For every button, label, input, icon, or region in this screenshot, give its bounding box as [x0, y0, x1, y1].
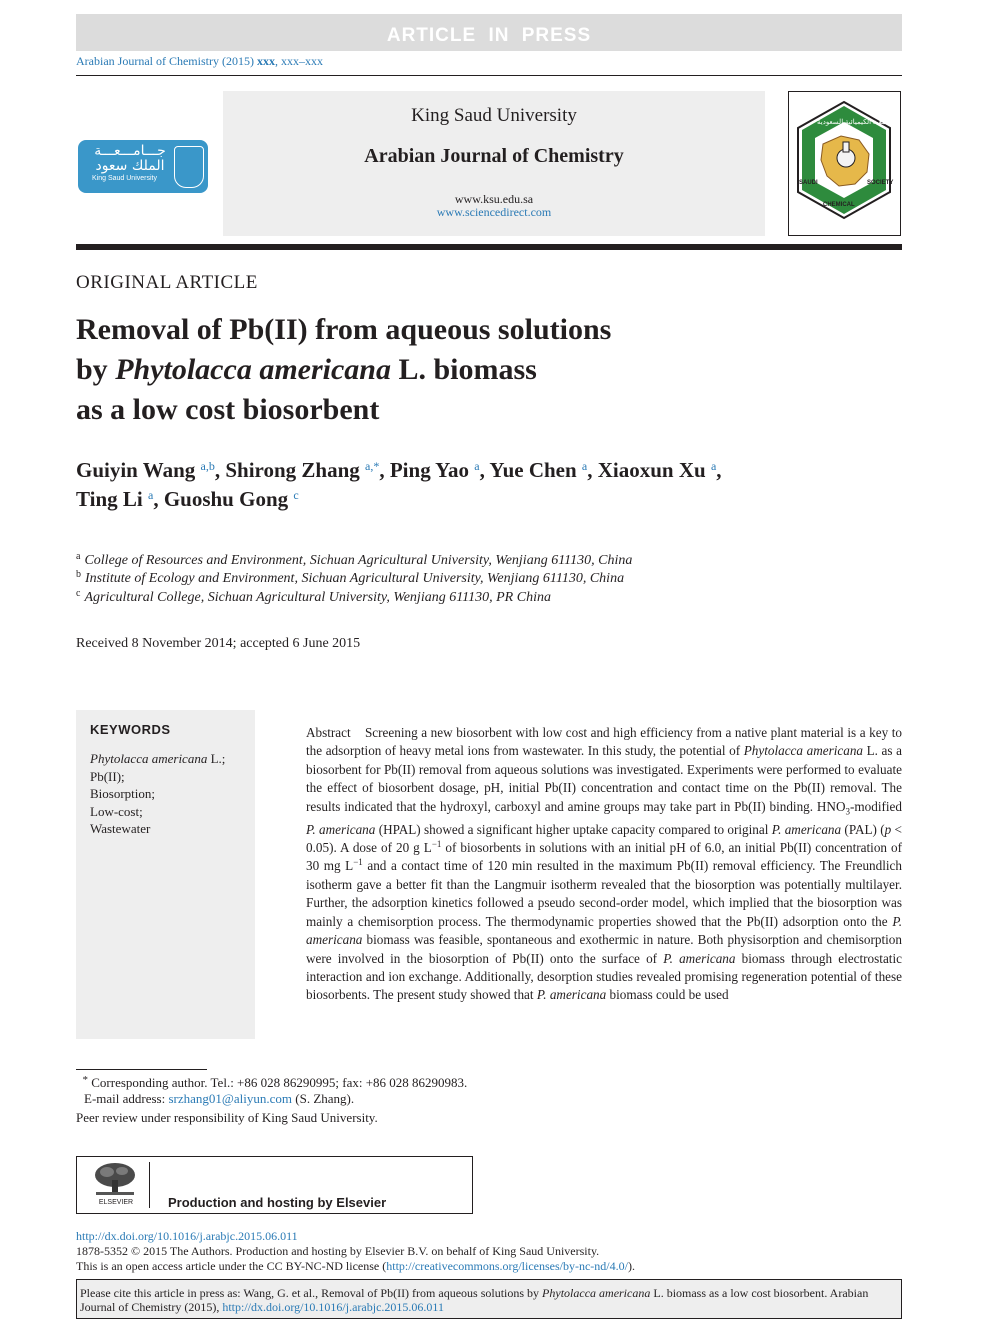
title-line3: as a low cost biosorbent [76, 393, 380, 426]
footnotes [76, 1075, 476, 1126]
footnote-rule [76, 1069, 207, 1070]
author-name: Yue Chen [489, 458, 577, 482]
affiliation-text: College of Resources and Environment, Sichuan Agricultural University, Wenjiang 611130, China [84, 553, 633, 568]
author[interactable] [76, 458, 215, 482]
oa-suffix: ). [627, 1259, 635, 1273]
ksu-logo [78, 140, 208, 193]
affiliation [76, 553, 632, 569]
affiliation [76, 571, 624, 587]
abstract-label: Abstract [306, 725, 351, 740]
species-name: P. americana [663, 950, 736, 966]
elsevier-tree-icon [92, 1162, 138, 1196]
license-link[interactable]: http://creativecommons.org/licenses/by-nc-nd/4.0/ [386, 1259, 628, 1273]
abstract-text: biomass through electrostatic interaction and ion exchange. Additionally, desorption studies revealed promising regeneration potential of these biosorbents. The present study showed that [306, 950, 902, 1003]
keyword-italic: Phytolacca americana [90, 751, 208, 766]
cite-mid: L. biomass as a low cost biosorbent. Arabian Journal of Chemistry (2015), [80, 1286, 869, 1314]
chemical-society-logo [788, 91, 901, 236]
journal-cite-prefix: Arabian Journal of Chemistry (2015) [76, 54, 257, 68]
author[interactable] [164, 487, 299, 511]
title-line1: Removal of Pb(II) from aqueous solutions [76, 313, 612, 346]
society-arabic-text: الجمعية الكيميائية السعودية [817, 118, 895, 126]
society-text-left: SAUDI [799, 180, 818, 186]
article-title [76, 310, 796, 430]
keyword: Pb(II); [90, 768, 125, 784]
author-name: Guiyin Wang [76, 458, 196, 482]
title-line2-rest: L. biomass [390, 353, 537, 386]
author-separator: , [716, 458, 722, 482]
author-separator: , [479, 458, 490, 482]
subscript: 3 [845, 806, 850, 817]
journal-cite-volume: xxx [256, 54, 275, 68]
affiliation-text: Agricultural College, Sichuan Agricultural University, Wenjiang 611130, PR China [84, 590, 551, 605]
p-value-symbol: p [884, 821, 892, 837]
elsevier-hosting-text: Production and hosting by Elsevier [168, 1195, 387, 1210]
society-text-right: SOCIETY [867, 180, 894, 186]
author-separator: , [153, 487, 164, 511]
author-affiliation-sup[interactable]: a [474, 459, 480, 473]
email-who: (S. Zhang). [292, 1091, 355, 1106]
species-name: P. americana [771, 821, 842, 837]
footnote-star: * [82, 1074, 88, 1086]
species-name: P. americana [306, 913, 902, 948]
university-name: King Saud University [411, 105, 577, 126]
abstract-text: and a contact time of 120 min resulted in the maximum Pb(II) removal efficiency. The Freundlich isotherm gave a better fit than the Langmuir isotherm revealed that the biosorption was potentially multilayer. Further, the adsorption kinetics followed a pseudo second-order model, which implied that the biosorption was mainly a chemisorption process. The thermodynamic properties showed that the Pb(II) adsorption onto the [306, 858, 902, 929]
author-separator: , [379, 458, 390, 482]
abstract-text: Screening a new biosorbent with low cost and high efficiency from a native plant material is a key to the adsorption of heavy metal ions from wastewater. In this study, the potential of [306, 725, 902, 759]
article-in-press-banner: ARTICLE IN PRESS [76, 14, 902, 51]
abstract-text: (HPAL) showed a significant higher uptake capacity compared to original [375, 821, 772, 837]
cite-doi-link[interactable]: http://dx.doi.org/10.1016/j.arabjc.2015.06.011 [222, 1300, 444, 1314]
sciencedirect-url[interactable]: www.sciencedirect.com [436, 205, 552, 219]
affiliation [76, 590, 551, 606]
ksu-emblem-icon [174, 146, 204, 188]
ksu-url[interactable]: www.ksu.edu.sa [454, 192, 534, 206]
keyword [90, 750, 225, 768]
keywords-title: KEYWORDS [90, 722, 171, 737]
abstract-text: of biosorbents in solutions with an initial pH of 6.0, an initial Pb(II) concentration of 30 mg L [306, 840, 902, 874]
author-list [76, 456, 902, 514]
oa-prefix: This is an open access article under the CC BY-NC-ND license ( [76, 1259, 387, 1273]
email-label: E-mail address: [84, 1091, 169, 1106]
cite-species: Phytolacca americana [542, 1286, 651, 1300]
peer-review-note: Peer review under responsibility of King Saud University. [76, 1110, 378, 1125]
journal-name: Arabian Journal of Chemistry [364, 145, 624, 167]
author-name: Shirong Zhang [225, 458, 360, 482]
author-name: Xiaoxun Xu [597, 458, 706, 482]
article-type: ORIGINAL ARTICLE [76, 272, 258, 293]
journal-citation[interactable] [76, 54, 323, 69]
doi-link[interactable]: http://dx.doi.org/10.1016/j.arabjc.2015.06.011 [76, 1229, 298, 1243]
abstract-text: biomass was feasible, spontaneous and exothermic in nature. Both physisorption and chemisorption were involved in the biosorption of Pb(II) onto the surface of [306, 932, 902, 966]
author-name: Ting Li [76, 487, 143, 511]
corresponding-author-text: Corresponding author. Tel.: +86 028 86290995; fax: +86 028 86290983. [88, 1075, 468, 1090]
received-dates: Received 8 November 2014; accepted 6 June 2015 [76, 636, 361, 651]
ksu-logo-english: King Saud University [92, 175, 157, 182]
header-thick-rule [76, 244, 902, 250]
abstract-text: L. as a biosorbent for Pb(II) removal from aqueous solutions was investigated. Experiments were performed to evaluate the effect of biosorbent dosage, pH, initial Pb(II) concentration and contact time on the Pb(II) removal. The results indicated that the hydroxyl, carboxyl and amine groups may take part in Pb(II) binding. HNO [306, 743, 902, 814]
chemical-society-emblem-icon [789, 92, 900, 235]
species-name: Phytolacca americana [743, 743, 864, 759]
author-affiliation-sup[interactable]: a,* [365, 459, 380, 473]
author[interactable] [76, 487, 153, 511]
author-affiliation-sup[interactable]: a,b [200, 459, 215, 473]
elsevier-divider [149, 1162, 150, 1208]
author-affiliation-sup[interactable]: a [581, 459, 588, 473]
corresponding-author-note [76, 1075, 476, 1091]
abstract-text: < 0.05). A dose of 20 g L [306, 821, 902, 856]
ksu-logo-arabic-1: جـــامـــعـــة [94, 143, 166, 159]
author-separator: , [587, 458, 598, 482]
email-note [84, 1091, 476, 1107]
affiliation-label: b [76, 569, 81, 580]
exponent: −1 [431, 839, 442, 850]
author[interactable] [489, 458, 587, 482]
email-link[interactable]: srzhang01@aliyun.com [168, 1091, 293, 1106]
author-affiliation-sup[interactable]: c [293, 488, 299, 502]
abstract-text: (PAL) ( [841, 821, 885, 837]
author-separator: , [214, 458, 226, 482]
cite-prefix: Please cite this article in press as: Wang, G. et al., Removal of Pb(II) from aqueous solutions by [80, 1286, 543, 1300]
keyword: Biosorption; [90, 786, 156, 801]
elsevier-wordmark: ELSEVIER [98, 1199, 134, 1206]
affiliation-label: a [76, 551, 81, 562]
author-name: Ping Yao [389, 458, 470, 482]
author-affiliation-sup[interactable]: a [710, 459, 717, 473]
title-species: Phytolacca americana [115, 353, 391, 386]
author[interactable] [390, 458, 480, 482]
journal-cite-pages: , xxx–xxx [274, 54, 323, 68]
open-access-line [76, 1259, 635, 1274]
cite-this-article-box [76, 1279, 902, 1319]
abstract-text: -modified [849, 798, 902, 814]
abstract [306, 724, 902, 1005]
society-text-bottom: CHEMICAL [823, 202, 855, 208]
affiliation-label: c [76, 588, 81, 599]
species-name: P. americana [306, 821, 376, 837]
header-rule [76, 75, 902, 76]
abstract-text: biomass could be used [606, 987, 729, 1003]
author[interactable] [598, 458, 717, 482]
author-affiliation-sup[interactable]: a [147, 488, 154, 502]
ksu-logo-arabic [92, 144, 168, 174]
ksu-logo-arabic-2: الملك سعود [95, 158, 165, 174]
keyword: Wastewater [90, 821, 151, 836]
exponent: −1 [353, 857, 363, 868]
author-name: Guoshu Gong [163, 487, 289, 511]
title-by: by [76, 353, 116, 386]
issn-copyright: 1878-5352 © 2015 The Authors. Production and hosting by Elsevier B.V. on behalf of King Saud University. [76, 1244, 600, 1258]
keyword: Low-cost; [90, 803, 143, 819]
species-name: P. americana [536, 987, 607, 1003]
keyword-rest: L.; [207, 751, 226, 766]
author[interactable] [225, 458, 379, 482]
keywords-list [90, 750, 225, 838]
affiliation-text: Institute of Ecology and Environment, Sichuan Agricultural University, Wenjiang 611130, China [85, 571, 625, 586]
